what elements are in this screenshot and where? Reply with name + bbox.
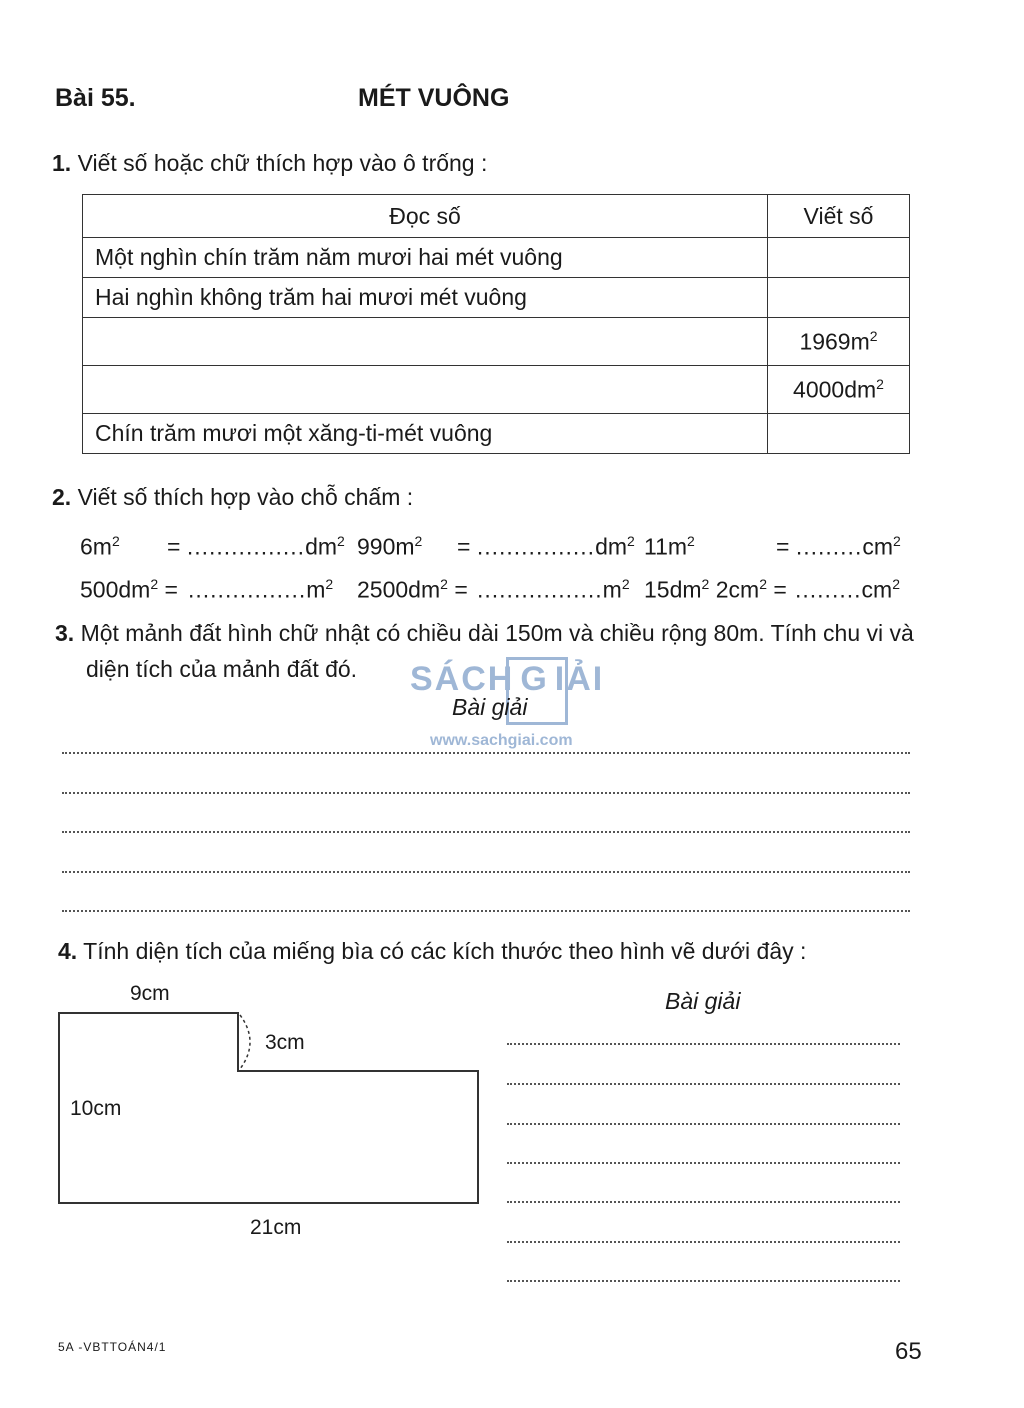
write-cell[interactable]: $1969m^2$ <box>768 318 910 366</box>
conversion-item: $990m^2$ <box>357 533 423 560</box>
cardboard-outline <box>59 1013 478 1203</box>
read-cell[interactable]: Một nghìn chín trăm năm mươi hai mét vuông <box>83 238 768 278</box>
answer-line[interactable] <box>62 910 910 912</box>
answer-line[interactable] <box>507 1280 900 1282</box>
conversion-answer[interactable]: = $................dm^2$ <box>457 533 635 560</box>
conversion-answer[interactable]: = $................dm^2$ <box>167 533 345 560</box>
read-cell[interactable] <box>83 366 768 414</box>
q2-text: Viết số thích hợp vào chỗ chấm : <box>77 484 414 510</box>
footer-book-code: 5A -VBTTOÁN4/1 <box>58 1340 167 1354</box>
col-header-read: Đọc số <box>83 195 768 238</box>
answer-line[interactable] <box>507 1123 900 1125</box>
label-notch-height: 3cm <box>265 1031 305 1054</box>
table-row <box>83 366 910 414</box>
write-cell[interactable] <box>768 238 910 278</box>
q4-solution-label: Bài giải <box>665 988 741 1014</box>
q4-number: 4. <box>58 938 78 964</box>
table-row <box>83 414 910 454</box>
read-cell[interactable] <box>83 318 768 366</box>
answer-line[interactable] <box>62 871 910 873</box>
label-left-height: 10cm <box>70 1097 122 1120</box>
q1-text: Viết số hoặc chữ thích hợp vào ô trống : <box>77 150 488 176</box>
conversion-answer[interactable]: = $.........cm^2$ <box>776 533 901 560</box>
write-cell[interactable] <box>768 278 910 318</box>
q3-solution-label: Bài giải <box>452 694 528 720</box>
q2-number: 2. <box>52 484 72 510</box>
conversion-item: $2500dm^2$ = <box>357 576 468 603</box>
q4-prompt: 4. Tính diện tích của miếng bìa có các kích thước theo hình vẽ dưới đây : <box>58 938 807 964</box>
answer-line[interactable] <box>507 1241 900 1243</box>
read-cell[interactable]: Hai nghìn không trăm hai mươi mét vuông <box>83 278 768 318</box>
table-row <box>83 238 910 278</box>
answer-line[interactable] <box>62 792 910 794</box>
watermark-url: www.sachgiai.com <box>430 732 573 749</box>
cardboard-shape-figure <box>50 1005 490 1215</box>
conversion-item: $15dm^2$ $2cm^2$ = <box>644 576 787 603</box>
answer-line[interactable] <box>507 1162 900 1164</box>
q3-line2: diện tích của mảnh đất đó. <box>86 656 358 682</box>
read-cell[interactable]: Chín trăm mươi một xăng-ti-mét vuông <box>83 414 768 454</box>
answer-line[interactable] <box>62 831 910 833</box>
conversion-answer[interactable]: $................m^2$ <box>188 576 334 603</box>
q3-number: 3. <box>55 620 75 646</box>
write-cell[interactable]: $4000dm^2$ <box>768 366 910 414</box>
answer-line[interactable] <box>507 1043 900 1045</box>
conversion-answer[interactable]: $.................m^2$ <box>477 576 630 603</box>
q1-table <box>82 194 910 454</box>
conversion-item: $500dm^2$ = <box>80 576 178 603</box>
q2-prompt <box>52 484 413 511</box>
table-row <box>83 278 910 318</box>
q3-line1: 3. Một mảnh đất hình chữ nhật có chiều dài 150m và chiều rộng 80m. Tính chu vi và <box>55 620 914 646</box>
answer-line[interactable] <box>507 1201 900 1203</box>
conversion-item: $11m^2$ <box>644 533 695 560</box>
label-bottom-width: 21cm <box>250 1216 302 1239</box>
label-top-width: 9cm <box>130 982 170 1005</box>
conversion-item: $6m^2$ <box>80 533 120 560</box>
notch-dimension-arc <box>240 1015 250 1069</box>
lesson-number: Bài 55. <box>55 84 136 112</box>
q1-number: 1. <box>52 150 72 176</box>
conversion-answer[interactable]: $.........cm^2$ <box>795 576 900 603</box>
answer-line[interactable] <box>507 1083 900 1085</box>
col-header-write: Viết số <box>768 195 910 238</box>
answer-line[interactable] <box>62 752 910 754</box>
q1-prompt <box>52 150 487 177</box>
lesson-title: MÉT VUÔNG <box>358 84 510 112</box>
page-number: 65 <box>895 1338 922 1365</box>
watermark-logo: SÁCH G IẢI <box>410 660 605 698</box>
table-row <box>83 318 910 366</box>
write-cell[interactable] <box>768 414 910 454</box>
